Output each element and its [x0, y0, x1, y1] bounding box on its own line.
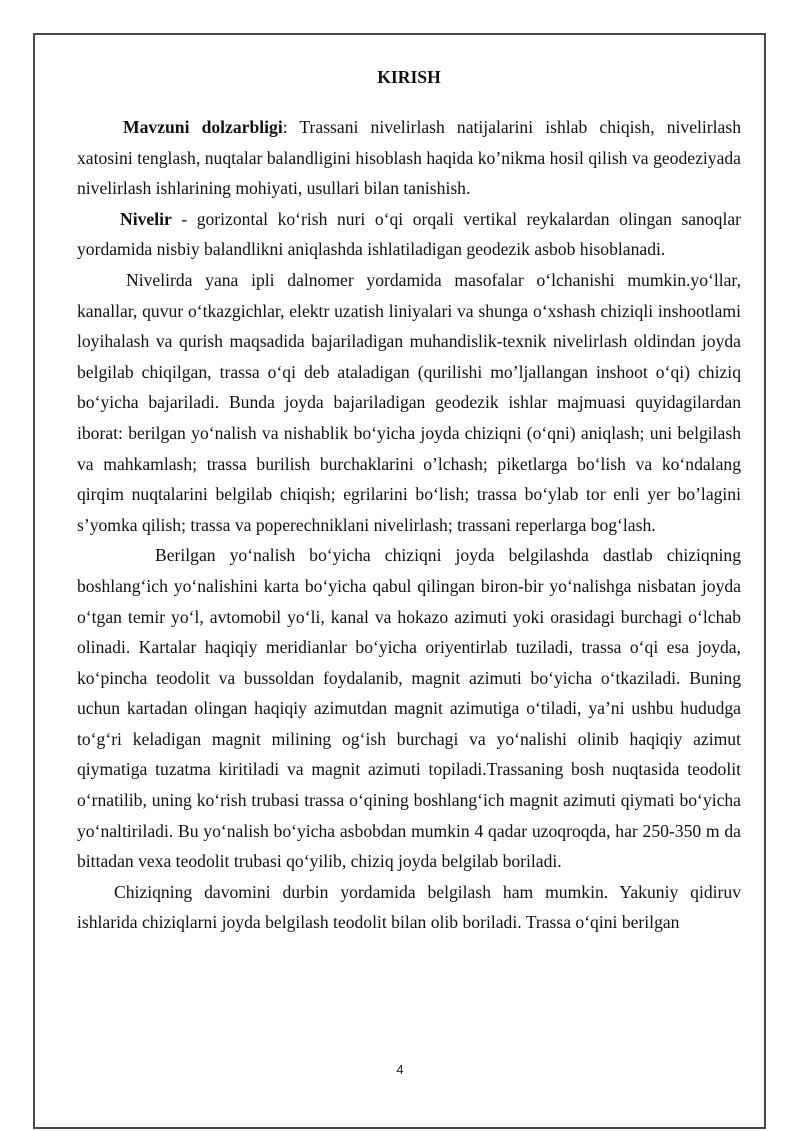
paragraph-leveling-works: Nivelirda yana ipli dalnomer yordamida masofalar o‘lchanishi mumkin.yo‘llar, kanallar, quvur o‘tkazgichlar, elektr uzatish liniyalari va shunga o‘xshash chiziqli inshootlami loyihalash va qurish maqsadida bajariladigan muhandislik-texnik nivelirlash oldindan joyda belgilab chiqilgan, trassa o‘qi deb ataladigan (qurilishi mo’ljallangan inshoot o‘qi) chiziq bo‘yicha bajariladi. Bunda joyda bajariladigan geodezik ishlar majmuasi quyidagilardan iborat: berilgan yo‘nalish va nishablik bo‘yicha joyda chiziqni (o‘qni) aniqlash; uni belgilash va mahkamlash; trassa burilish burchaklarini o’lchash; piketlarga bo‘lish va ko‘ndalang qirqim nuqtalarini belgilab chiqish; egrilarini bo‘lish; trassa bo‘ylab tor enli yer bo’lagini s’yomka qilish; trassa va poperechniklani nivelirlash; trassani reperlarga bog‘lash.	[77, 269, 741, 535]
paragraph-level	[77, 204, 741, 265]
document-title: KIRISH	[377, 67, 441, 87]
page-number: 4	[396, 1062, 404, 1077]
paragraph-relevance-text: : Trassani nivelirlash natijalarini ishlab chiqish, nivelirlash xatosini tenglash, nuqtalar balandligini hisoblash haqida ko’nikma hosil qilish va geodeziyada nivelirlash ishlarining mohiyati, usullari bilan tanishish.	[77, 117, 741, 199]
term-relevance: Mavzuni dolzarbligi	[123, 117, 283, 137]
paragraph-continuation: Chiziqning davomini durbin yordamida belgilash ham mumkin. Yakuniy qidiruv ishlarida chiziqlarni joyda belgilash teodolit bilan olib boriladi. Trassa o‘qini berilgan	[77, 881, 741, 933]
paragraph-relevance	[77, 112, 741, 204]
term-level: Nivelir	[120, 208, 172, 229]
paragraph-route-direction: Berilgan yo‘nalish bo‘yicha chiziqni joyda belgilashda dastlab chiziqning boshlang‘ich yo‘nalishini karta bo‘yicha qabul qilingan biron-bir yo‘nalishga nisbatan joyda o‘tgan temir yo‘l, avtomobil yo‘li, kanal va hokazo azimuti yoki orasidagi burchagi o‘lchab olinadi. Kartalar haqiqiy meridianlar bo‘yicha oriyentirlab tuziladi, trassa o‘qi esa joyda, ko‘pincha teodolit va bussoldan foydalanib, magnit azimuti bo‘yicha o‘tkaziladi. Buning uchun kartadan olingan haqiqiy azimutdan magnit azimutiga o‘tiladi, ya’ni ushbu hududga to‘g‘ri keladigan magnit milining og‘ish burchagi va yo‘nalishi olinib haqiqiy azimut qiymatiga tuzatma kiritiladi va magnit azimuti topiladi.Trassaning bosh nuqtasida teodolit o‘rnatilib, uning ko‘rish trubasi trassa o‘qining boshlang‘ich magnit azimuti qiymati bo‘yicha yo‘naltiriladi. Bu yo‘nalish bo‘yicha asbobdan mumkin 4 qadar uzoqroqda, har 250-350 m da bittadan vexa teodolit trubasi qo‘yilib, chiziq joyda belgilab boriladi.	[77, 545, 741, 872]
paragraph-level-text: - gorizontal ko‘rish nuri o‘qi orqali vertikal reykalardan olingan sanoqlar yordamida nisbiy balandlikni aniqlashda ishlatiladigan geodezik asbob hisoblanadi.	[77, 208, 741, 260]
document-body	[77, 62, 741, 938]
